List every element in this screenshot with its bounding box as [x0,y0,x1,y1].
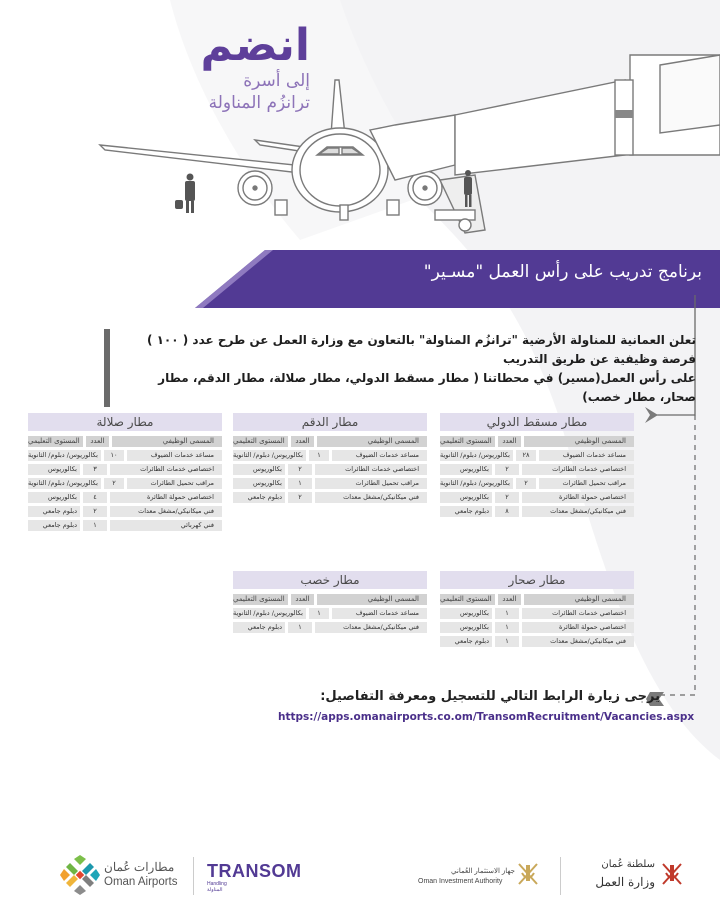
education-level: دبلوم جامعي [28,520,80,531]
education-level: بكالوريوس/ دبلوم/ الثانوية [233,608,306,619]
job-count: ٢ [288,464,312,475]
table-row [440,506,634,517]
job-count: ٣ [83,464,107,475]
table-row [233,492,427,503]
registration-link[interactable]: https://apps.omanairports.co.om/TransomRecruitment/Vacancies.aspx [278,711,695,723]
intro-paragraph [104,329,704,407]
education-level: بكالوريوس [233,478,285,489]
job-title: فني ميكانيكي/مشغل معدات [315,622,427,633]
job-title: اختصاصي حمولة الطائرة [522,492,634,503]
table-row [440,492,634,503]
education-level: دبلوم جامعي [233,622,285,633]
job-count: ٤ [83,492,107,503]
job-title: مساعد خدمات الضيوف [127,450,222,461]
table-row [28,450,222,461]
job-count: ١ [495,622,519,633]
header-count: العدد [291,436,315,447]
intro-line-2: على رأس العمل(مسير) في محطاتنا ( مطار مسقط الدولي، مطار صلالة، مطار الدقم، مطار صحار، مطار خصب) [158,371,696,404]
job-title: مساعد خدمات الضيوف [539,450,634,461]
hero-title: انضم [200,20,310,71]
table-header-row [233,594,427,605]
education-level: بكالوريوس [440,464,492,475]
job-title: مساعد خدمات الضيوف [332,450,427,461]
job-title: مراقب تحميل الطائرات [315,478,427,489]
table-header-row [440,436,634,447]
education-level: بكالوريوس/ دبلوم/ الثانوية [233,450,306,461]
header-education: المستوى التعليمي [440,594,495,605]
airport-table-salalah [28,413,222,534]
education-level: بكالوريوس [440,608,492,619]
table-row [440,622,634,633]
table-row [233,464,427,475]
hero-subtitle-line1: إلى أسرة [243,71,310,91]
job-count: ١ [495,636,519,647]
education-level: بكالوريوس [233,464,285,475]
ministry-emblem-icon [660,861,684,887]
transom-sub-en: Handling [207,881,227,887]
education-level: بكالوريوس [28,492,80,503]
table-row [233,608,427,619]
table-row [28,478,222,489]
job-count: ١ [309,450,329,461]
table-row [440,464,634,475]
education-level: دبلوم جامعي [28,506,80,517]
job-title: مراقب تحميل الطائرات [539,478,634,489]
table-header-row [440,594,634,605]
education-level: دبلوم جامعي [440,506,492,517]
table-row [28,464,222,475]
table-row [440,636,634,647]
oman-airports-name-en: Oman Airports [104,876,178,888]
job-count: ١ [83,520,107,531]
job-count: ٢ [83,506,107,517]
footer-logos [0,845,720,905]
table-row [233,450,427,461]
ministry-line-2: وزارة العمل [595,875,655,889]
oia-name-en: Oman Investment Authority [418,878,503,885]
education-level: بكالوريوس [440,622,492,633]
job-title: فني ميكانيكي/مشغل معدات [522,636,634,647]
header-title: المسمى الوظيفي [112,436,222,447]
header-title: المسمى الوظيفي [317,436,427,447]
education-level: دبلوم جامعي [440,636,492,647]
job-count: ٢ [495,492,519,503]
transom-sub-ar: المناولة [207,887,223,893]
job-count: ٢ [104,478,124,489]
header-title: المسمى الوظيفي [317,594,427,605]
job-count: ٢ [288,492,312,503]
header-count: العدد [498,594,522,605]
header-education: المستوى التعليمي [233,594,288,605]
table-header-row [28,436,222,447]
job-title: اختصاصي خدمات الطائرات [522,464,634,475]
job-count: ١ [288,478,312,489]
header-count: العدد [291,594,315,605]
header-title: المسمى الوظيفي [524,436,634,447]
education-level: بكالوريوس/ دبلوم/ الثانوية [440,450,513,461]
airport-table-duqm [233,413,427,506]
header-count: العدد [86,436,110,447]
job-title: اختصاصي حمولة الطائرة [522,622,634,633]
education-level: بكالوريوس/ دبلوم/ الثانوية [440,478,513,489]
airport-table-muscat [440,413,634,520]
airport-table-khasab [233,571,427,636]
job-count: ٨ [495,506,519,517]
job-title: فني كهربائي [110,520,222,531]
education-level: بكالوريوس [28,464,80,475]
job-title: اختصاصي خدمات الطائرات [110,464,222,475]
logo-divider [193,857,194,895]
logo-divider [560,857,561,895]
table-row [233,478,427,489]
job-title: مراقب تحميل الطائرات [127,478,222,489]
header-education: المستوى التعليمي [233,436,288,447]
table-row [440,608,634,619]
table-row [28,520,222,531]
job-title: فني ميكانيكي/مشغل معدات [522,506,634,517]
oman-airports-logo-icon [62,857,98,893]
education-level: دبلوم جامعي [233,492,285,503]
intro-line-1: تعلن العمانية للمناولة الأرضية "ترانزُم المناولة" بالتعاون مع وزارة العمل عن طرح عدد ( ١٠٠ ) فرصة وظيفية عن طريق التدريب [146,333,696,366]
job-count: ١ [288,622,312,633]
oia-name-ar: جهاز الاستثمار العُماني [451,868,515,875]
job-title: فني ميكانيكي/مشغل معدات [110,506,222,517]
airport-name: مطار الدقم [233,413,427,431]
banner-title: برنامج تدريب على رأس العمل "مسـير" [423,262,702,282]
job-count: ٢ [516,478,536,489]
job-title: اختصاصي حمولة الطائرة [110,492,222,503]
job-title: مساعد خدمات الضيوف [332,608,427,619]
airport-table-sohar [440,571,634,650]
header-count: العدد [498,436,522,447]
airplane-jetbridge-illustration [95,55,720,235]
job-title: اختصاصي خدمات الطائرات [522,608,634,619]
airport-name: مطار خصب [233,571,427,589]
registration-instructions: يرجى زيارة الرابط التالي للتسجيل ومعرفة التفاصيل: [320,689,660,704]
table-row [28,492,222,503]
education-level: بكالوريوس [440,492,492,503]
table-row [233,622,427,633]
airport-name: مطار صحار [440,571,634,589]
table-row [28,506,222,517]
header-education: المستوى التعليمي [28,436,83,447]
transom-logo: TRANSOM [207,861,302,881]
hero-subtitle-line2: ترانزُم المناولة [208,93,310,113]
job-count: ١٠ [104,450,124,461]
job-count: ١ [495,608,519,619]
airport-name: مطار صلالة [28,413,222,431]
table-row [440,450,634,461]
job-count: ٢٨ [516,450,536,461]
oman-airports-name-ar: مطارات عُمان [104,860,175,874]
header-education: المستوى التعليمي [440,436,495,447]
airport-name: مطار مسقط الدولي [440,413,634,431]
job-title: فني ميكانيكي/مشغل معدات [315,492,427,503]
table-row [440,478,634,489]
table-header-row [233,436,427,447]
job-title: اختصاصي خدمات الطائرات [315,464,427,475]
education-level: بكالوريوس/ دبلوم/ الثانوية [28,450,101,461]
education-level: بكالوريوس/ دبلوم/ الثانوية [28,478,101,489]
header-title: المسمى الوظيفي [524,594,634,605]
job-count: ١ [309,608,329,619]
ministry-line-1: سلطنة عُمان [601,859,655,870]
oia-emblem-icon [516,861,540,887]
job-count: ٢ [495,464,519,475]
